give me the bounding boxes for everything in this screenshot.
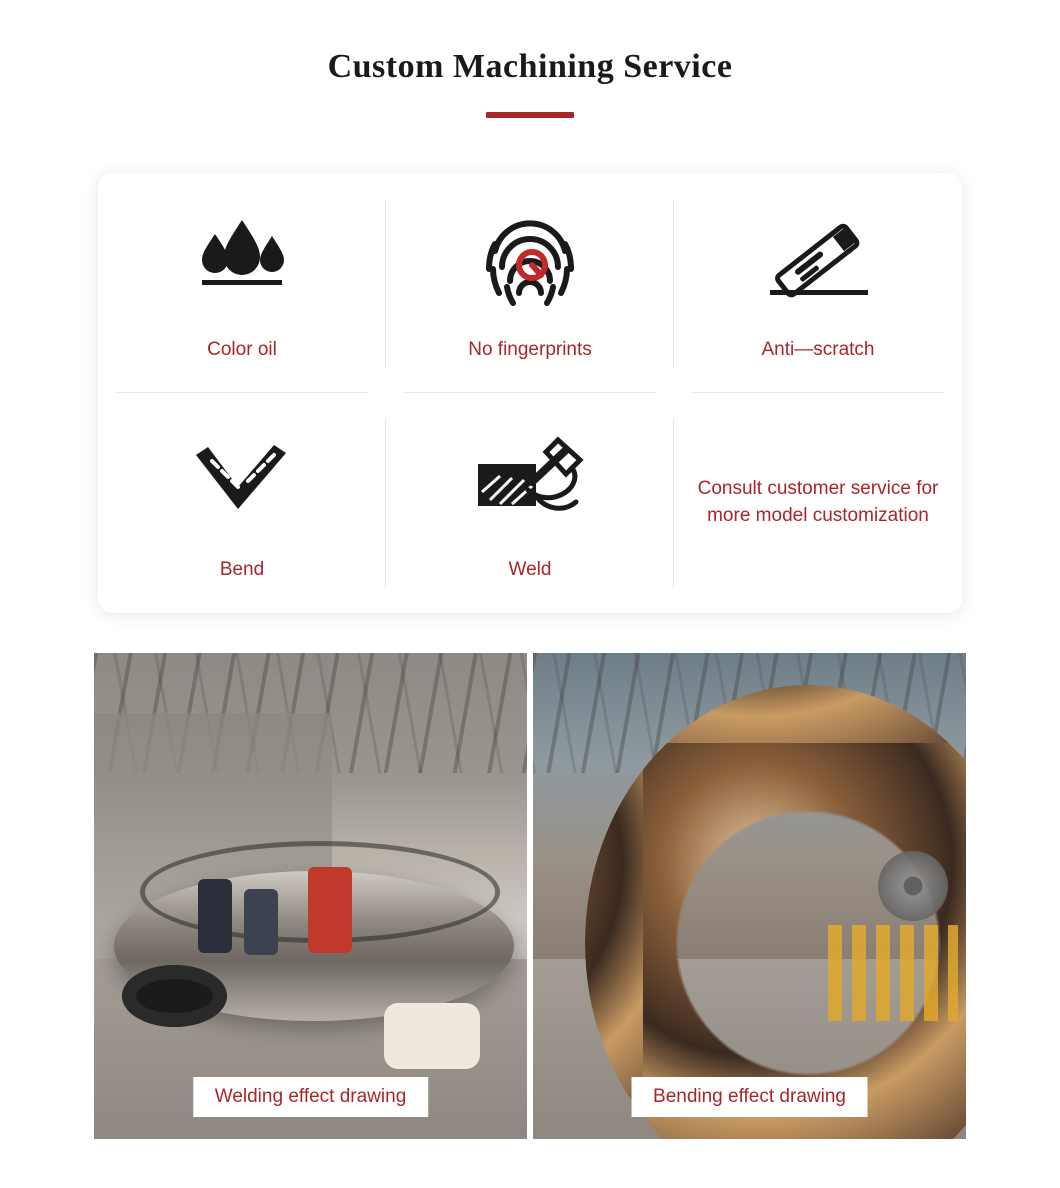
worker-dark: [198, 879, 232, 953]
worker-hat: [244, 889, 278, 955]
water-drops-icon: [184, 202, 300, 318]
industrial-fan: [878, 851, 948, 921]
feature-item-anti-scratch: [674, 173, 962, 393]
title-divider: [486, 112, 574, 118]
feature-item-weld: [386, 393, 674, 613]
workshop-scene-welding: [94, 653, 527, 1139]
feature-label: Bend: [219, 559, 265, 581]
tire: [122, 965, 227, 1027]
feature-item-color-oil: [98, 173, 386, 393]
worker-red-shirt: [308, 867, 352, 953]
feature-label: Consult customer service for more model customization: [697, 478, 939, 526]
feature-item-bend: [98, 393, 386, 613]
bending-icon: [182, 422, 302, 538]
feature-label: Color oil: [207, 339, 277, 361]
features-grid: [98, 173, 962, 613]
page-title: Custom Machining Service: [327, 48, 733, 85]
photo-bending: [533, 653, 966, 1139]
fingerprint-icon: [475, 202, 585, 318]
feature-item-no-fingerprints: [386, 173, 674, 393]
worker-crouching: [384, 1003, 480, 1069]
features-card: [98, 173, 962, 613]
feature-label: Anti—scratch: [761, 339, 875, 361]
photo-gallery: [94, 653, 966, 1139]
photo-welding: [94, 653, 527, 1139]
photo-caption: Bending effect drawing: [631, 1077, 868, 1117]
workshop-scene-bending: [533, 653, 966, 1139]
feature-item-consult: [674, 393, 962, 613]
welding-icon: [470, 422, 590, 538]
photo-caption: Welding effect drawing: [193, 1077, 429, 1117]
feature-label: No fingerprints: [468, 339, 592, 361]
utility-knife-icon: [758, 202, 878, 318]
feature-label: Weld: [508, 559, 552, 581]
stacked-chairs: [828, 925, 958, 1021]
